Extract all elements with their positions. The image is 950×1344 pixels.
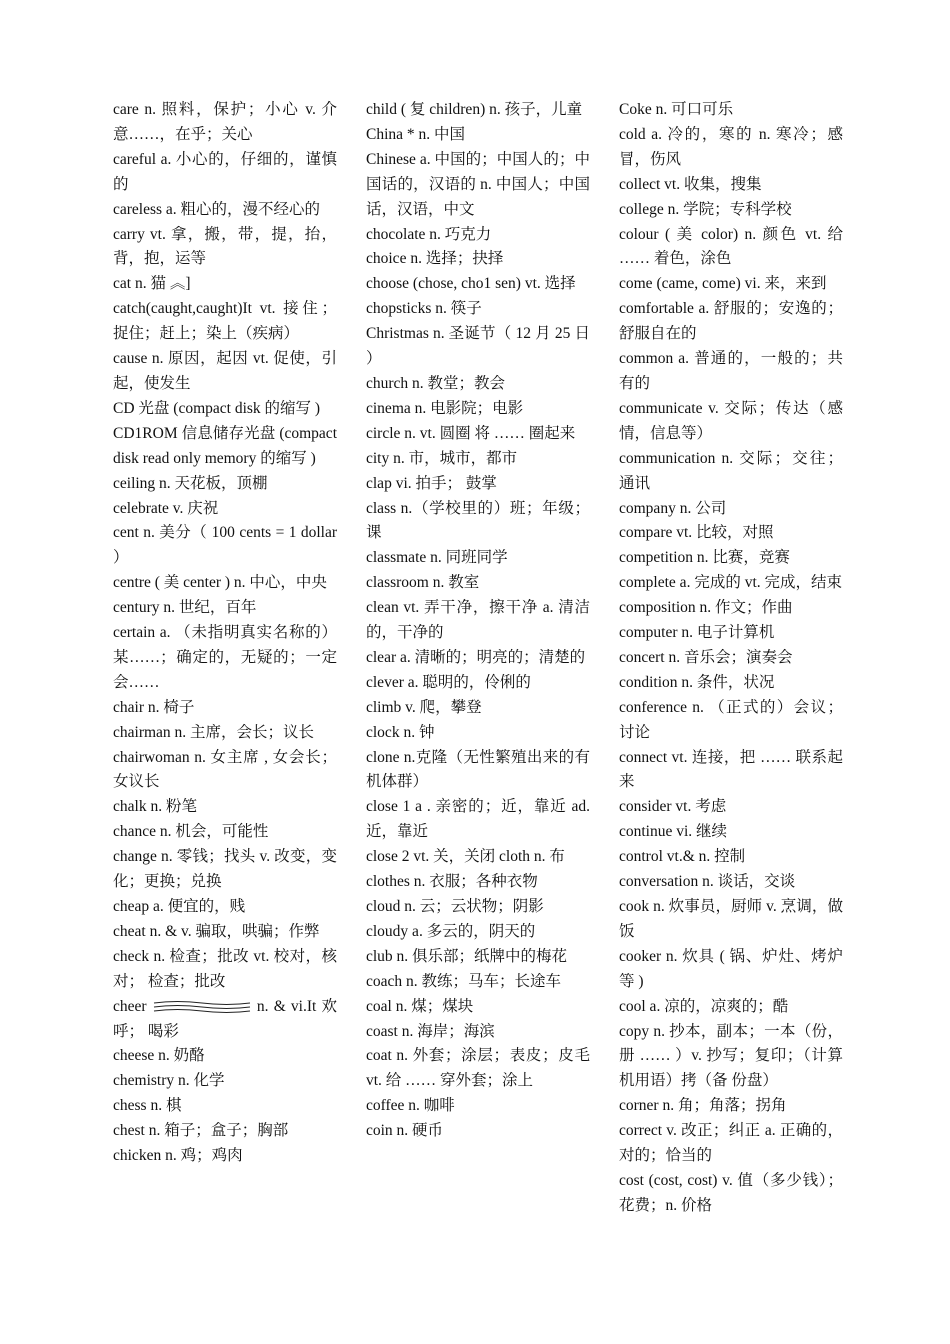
- entry: clothes n. 衣服；各种衣物: [366, 873, 538, 891]
- entry: collect vt. 收集，搜集: [619, 175, 762, 193]
- entry: common a. 普通的，一般的；共有的: [619, 350, 843, 392]
- entry: Christmas n. 圣诞节（ 12 月 25 日 ）: [366, 325, 590, 368]
- entry: come (came, come) vi. 来，来到: [619, 275, 827, 293]
- entry: competition n. 比赛，竞赛: [619, 549, 790, 567]
- entry: Chinese a. 中国的；中国人的；中国话的，汉语的 n. 中国人；中国话，汉语，中文: [366, 150, 590, 218]
- entry: clever a. 聪明的，伶俐的: [366, 673, 531, 691]
- entry: child ( 复 children) n. 孩子，儿童: [366, 101, 583, 118]
- entry: consider vt. 考虑: [619, 798, 727, 816]
- entry: comfortable a. 舒服的；安逸的；舒服自在的: [619, 300, 843, 343]
- entry: circle n. vt. 圆圈 将 …… 圈起来: [366, 424, 576, 442]
- entry: chair n. 椅子: [113, 698, 195, 716]
- entry: centre ( 美 center ) n. 中心，中央: [113, 574, 327, 592]
- entry: century n. 世纪，百年: [113, 599, 257, 617]
- entry: city n. 市，城市，都市: [366, 449, 518, 467]
- entry: cheap a. 便宜的，贱: [113, 898, 246, 915]
- entry: careful a. 小心的，仔细的，谨慎的: [113, 150, 337, 193]
- entry: coin n. 硬币: [366, 1122, 444, 1140]
- entry: cost (cost, cost) v. 值（多少钱）；花费；n. 价格: [619, 1171, 843, 1214]
- entry: corner n. 角；角落；拐角: [619, 1097, 787, 1115]
- entry: certain a. （未指明真实名称的）某……；确定的，无疑的；一定会……: [113, 624, 337, 691]
- entry: cooker n. 炊具 ( 锅、炉灶、烤炉等 ): [619, 947, 843, 990]
- entry: clean vt. 弄干净，擦干净 a. 清洁的，干净的: [366, 599, 590, 642]
- entry: cheat n. & v. 骗取，哄骗；作弊: [113, 922, 320, 940]
- entry: clap vi. 拍手； 鼓掌: [366, 474, 497, 492]
- entry: carry vt. 拿，搬，带，提，抬，背，抱，运等: [113, 225, 337, 268]
- entry: complete a. 完成的 vt. 完成，结束: [619, 574, 842, 592]
- entry: company n. 公司: [619, 499, 727, 517]
- entry: coast n. 海岸；海滨: [366, 1022, 495, 1040]
- entry: composition n. 作文；作曲: [619, 599, 793, 617]
- entry: college n. 学院；专科学校: [619, 200, 792, 218]
- entry: clear a. 清晰的；明亮的；清楚的: [366, 648, 586, 666]
- entry: condition n. 条件，状况: [619, 673, 775, 691]
- entry: care n. 照料，保护；小心 v. 介意……，在乎；关心: [113, 101, 337, 143]
- entry: control vt.& n. 控制: [619, 848, 746, 866]
- entry: choose (chose, cho1 sen) vt. 选择: [366, 275, 576, 293]
- entry: classroom n. 教室: [366, 574, 480, 592]
- entry: church n. 教堂；教会: [366, 374, 506, 392]
- entry: cloudy a. 多云的，阴天的: [366, 922, 536, 940]
- column-3: [619, 98, 843, 1219]
- entry: change n. 零钱；找头 v. 改变，变化；更换；兑换: [113, 848, 337, 891]
- entry: club n. 俱乐部；纸牌中的梅花: [366, 947, 568, 965]
- entry: close 2 vt. 关，关闭 cloth n. 布: [366, 848, 565, 866]
- entry: chopsticks n. 筷子: [366, 300, 482, 318]
- entry: computer n. 电子计算机: [619, 624, 775, 642]
- entry: cold a. 冷的，寒的 n. 寒冷；感冒，伤风: [619, 125, 843, 168]
- entry: concert n. 音乐会；演奏会: [619, 648, 793, 666]
- entry: cloud n. 云；云状物；阴影: [366, 898, 544, 915]
- entry: coal n. 煤；煤块: [366, 997, 474, 1015]
- entry: check n. 检查；批改 vt. 校对，核对； 检查；批改: [113, 947, 337, 990]
- entry: cause n. 原因，起因 vt. 促使，引起，使发生: [113, 350, 337, 392]
- entry: celebrate v. 庆祝: [113, 499, 219, 517]
- entry: chest n. 箱子；盒子；胸部: [113, 1122, 289, 1140]
- entry: cent n. 美分（ 100 cents = 1 dollar ）: [113, 524, 337, 567]
- entry: cinema n. 电影院；电影: [366, 399, 524, 417]
- entry: ceiling n. 天花板，顶棚: [113, 474, 268, 492]
- entry: chocolate n. 巧克力: [366, 225, 492, 243]
- entry: climb v. 爬，攀登: [366, 698, 482, 716]
- wavy-lines-icon: [152, 1000, 252, 1014]
- entry: cook n. 炊事员，厨师 v. 烹调，做饭: [619, 898, 843, 940]
- entry: clone n.克隆（无性繁殖出来的有机体群）: [366, 748, 590, 791]
- entry: cat n. 猫 ︽]: [113, 275, 191, 293]
- entry: colour ( 美 color) n. 颜色 vt. 给 …… 着色，涂色: [619, 225, 843, 268]
- entry: communicate v. 交际；传达（感情，信息等）: [619, 399, 843, 442]
- entry: connect vt. 连接，把 …… 联系起来: [619, 748, 843, 791]
- entry: cheer n. & vi.It 欢呼； 喝彩: [113, 997, 337, 1040]
- column-2: [366, 98, 590, 1144]
- entry: cool a. 凉的，凉爽的；酷: [619, 997, 789, 1015]
- entry: catch(caught,caught)It vt. 接住；捉住；赶上；染上（疾病）: [113, 300, 337, 343]
- entry: cheese n. 奶酪: [113, 1047, 205, 1065]
- entry: copy n. 抄本，副本；一本（份，册 …… ）v. 抄写；复印；（计算机用语）拷（备 份盘）: [619, 1022, 843, 1090]
- entry: conversation n. 谈话，交谈: [619, 873, 796, 891]
- entry: continue vi. 继续: [619, 823, 728, 841]
- entry: China * n. 中国: [366, 125, 466, 143]
- entry: chairman n. 主席，会长；议长: [113, 723, 315, 741]
- entry: Coke n. 可口可乐: [619, 101, 734, 118]
- entry: choice n. 选择；抉择: [366, 250, 504, 268]
- entry: chess n. 棋: [113, 1097, 182, 1115]
- entry: chance n. 机会，可能性: [113, 823, 269, 841]
- entry: chairwoman n. 女主席 , 女会长；女议长: [113, 748, 337, 791]
- column-1: [113, 98, 337, 1169]
- entry: chicken n. 鸡；鸡肉: [113, 1147, 243, 1165]
- entry: CD 光盘 (compact disk 的缩写 ): [113, 399, 321, 417]
- entry: clock n. 钟: [366, 723, 435, 741]
- entry: communication n. 交际；交往；通讯: [619, 449, 843, 492]
- entry: class n.（学校里的）班；年级；课: [366, 499, 590, 542]
- entry: coach n. 教练；马车；长途车: [366, 972, 562, 990]
- entry: careless a. 粗心的，漫不经心的: [113, 200, 321, 218]
- entry: CD1ROM 信息储存光盘 (compact disk read only memory 的缩写 ): [113, 424, 337, 467]
- entry: chemistry n. 化学: [113, 1072, 225, 1090]
- entry: coat n. 外套；涂层；表皮；皮毛 vt. 给 …… 穿外套；涂上: [366, 1047, 590, 1090]
- entry: close 1 a . 亲密的；近，靠近 ad. 近，靠近: [366, 798, 590, 841]
- entry: compare vt. 比较，对照: [619, 524, 774, 542]
- entry: correct v. 改正；纠正 a. 正确的，对的；恰当的: [619, 1122, 843, 1165]
- entry: conference n. （正式的）会议；讨论: [619, 698, 843, 741]
- entry: chalk n. 粉笔: [113, 798, 197, 816]
- entry: coffee n. 咖啡: [366, 1097, 455, 1115]
- entry: classmate n. 同班同学: [366, 549, 508, 567]
